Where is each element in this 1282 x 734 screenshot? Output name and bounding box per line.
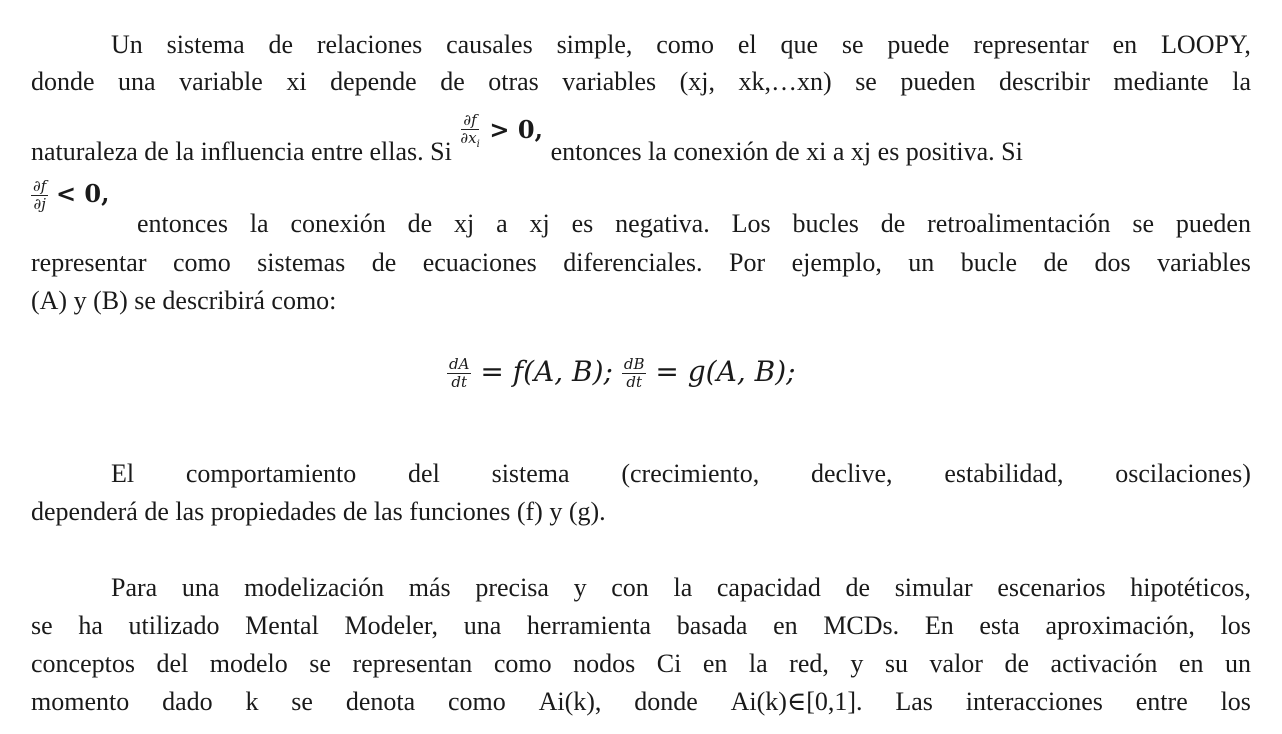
word: Ai(k), bbox=[538, 687, 602, 716]
word: herramienta bbox=[526, 611, 652, 640]
word: simular bbox=[894, 573, 973, 602]
word: variable bbox=[179, 67, 263, 96]
word: donde bbox=[31, 67, 95, 96]
word: representar bbox=[31, 248, 147, 277]
word: en bbox=[1178, 649, 1204, 678]
word: En bbox=[924, 611, 954, 640]
word: Mental bbox=[245, 611, 319, 640]
word: (xj, bbox=[679, 67, 716, 96]
word: red, bbox=[789, 649, 829, 678]
word: el bbox=[737, 30, 757, 59]
word: como bbox=[493, 649, 552, 678]
word: de bbox=[1004, 649, 1030, 678]
word: de bbox=[407, 209, 433, 238]
word: xk,…xn) bbox=[738, 67, 832, 96]
fraction-numerator: dA bbox=[449, 354, 470, 373]
p1-line-3-text-after: entonces la conexión de xi a xj es positiva. Si bbox=[550, 136, 1023, 166]
word: se bbox=[841, 30, 864, 59]
word: (crecimiento, bbox=[621, 459, 760, 488]
fraction-denominator: dt bbox=[451, 372, 468, 391]
word: oscilaciones) bbox=[1115, 459, 1251, 488]
word: una bbox=[463, 611, 502, 640]
word: relaciones bbox=[316, 30, 423, 59]
word: del bbox=[156, 649, 189, 678]
word: es bbox=[571, 209, 594, 238]
word: puede bbox=[887, 30, 950, 59]
word: se bbox=[309, 649, 331, 678]
word: sistema bbox=[491, 459, 570, 488]
word: los bbox=[1220, 611, 1251, 640]
word: hipotéticos, bbox=[1130, 573, 1251, 602]
word: se bbox=[855, 67, 877, 96]
word: una bbox=[181, 573, 220, 602]
word: precisa bbox=[475, 573, 549, 602]
word: se bbox=[1132, 209, 1155, 238]
word: simple, bbox=[556, 30, 633, 59]
fraction-denominator: dt bbox=[626, 372, 642, 391]
word: pueden bbox=[1175, 209, 1251, 238]
word: se bbox=[291, 687, 313, 716]
word: mediante bbox=[1113, 67, 1209, 96]
word: sistema bbox=[166, 30, 245, 59]
word: xj bbox=[454, 209, 475, 238]
word: modelo bbox=[209, 649, 288, 678]
formula-denominator-subscript: i bbox=[476, 138, 480, 150]
word: ha bbox=[78, 611, 103, 640]
formula-relation: < 0, bbox=[55, 179, 110, 208]
word: esta bbox=[979, 611, 1020, 640]
p1-line-6 bbox=[31, 247, 1251, 279]
fraction-numerator: dB bbox=[623, 354, 645, 373]
word: los bbox=[1220, 687, 1251, 716]
p1-line-3-text-before: naturaleza de la influencia entre ellas. Si bbox=[31, 136, 452, 166]
word: El bbox=[111, 459, 135, 488]
word: bucle bbox=[960, 248, 1018, 277]
word: la bbox=[1232, 67, 1251, 96]
word: depende bbox=[330, 67, 417, 96]
word: de bbox=[845, 573, 871, 602]
formula-denominator: ∂x bbox=[460, 128, 477, 147]
word: retroalimentación bbox=[927, 209, 1111, 238]
word: momento bbox=[31, 687, 130, 716]
p1-line-1 bbox=[111, 29, 1251, 61]
p1-line-3 bbox=[31, 111, 1251, 172]
word: MCDs. bbox=[823, 611, 900, 640]
p1-line-2 bbox=[31, 66, 1251, 98]
word: como bbox=[447, 687, 506, 716]
word: bucles bbox=[792, 209, 859, 238]
p2-line-1 bbox=[111, 458, 1251, 490]
word: la bbox=[673, 573, 693, 602]
word: Para bbox=[111, 573, 158, 602]
word: xi bbox=[286, 67, 307, 96]
word: representan bbox=[352, 649, 473, 678]
word: valor bbox=[929, 649, 983, 678]
word: de bbox=[371, 248, 397, 277]
word: aproximación, bbox=[1045, 611, 1195, 640]
word: una bbox=[118, 67, 156, 96]
word: un bbox=[1224, 649, 1251, 678]
word: estabilidad, bbox=[944, 459, 1064, 488]
word: Modeler, bbox=[344, 611, 439, 640]
word: interacciones bbox=[965, 687, 1103, 716]
word: basada bbox=[676, 611, 748, 640]
word: en bbox=[773, 611, 798, 640]
word: y bbox=[573, 573, 587, 602]
word: diferenciales. bbox=[563, 248, 703, 277]
word: y bbox=[850, 649, 864, 678]
word: Las bbox=[895, 687, 933, 716]
word: dos bbox=[1094, 248, 1131, 277]
word: modelización bbox=[244, 573, 385, 602]
word: Ai(k)∈[0,1]. bbox=[730, 687, 863, 716]
word: activación bbox=[1050, 649, 1158, 678]
word: sistemas bbox=[257, 248, 346, 277]
inline-formula-negative bbox=[31, 178, 1251, 212]
word: donde bbox=[634, 687, 698, 716]
word: como bbox=[172, 248, 231, 277]
inline-formula-positive bbox=[458, 111, 550, 150]
word: Por bbox=[728, 248, 766, 277]
word: con bbox=[611, 573, 649, 602]
word: describir bbox=[998, 67, 1090, 96]
word: de bbox=[880, 209, 906, 238]
word: del bbox=[408, 459, 440, 488]
differential-equation bbox=[447, 355, 796, 390]
word: dado bbox=[162, 687, 213, 716]
word: pueden bbox=[900, 67, 976, 96]
word: Un bbox=[111, 30, 143, 59]
formula-numerator: ∂f bbox=[463, 111, 477, 129]
word: se bbox=[31, 611, 53, 640]
p1-line-7: (A) y (B) se describirá como: bbox=[31, 286, 337, 315]
formula-denominator: ∂j bbox=[33, 194, 46, 213]
word: variables bbox=[562, 67, 657, 96]
word: escenarios bbox=[997, 573, 1106, 602]
word: variables bbox=[1157, 248, 1251, 277]
word: de bbox=[1043, 248, 1069, 277]
formula-relation: > 0, bbox=[489, 114, 543, 144]
word: entonces bbox=[137, 209, 228, 238]
word: declive, bbox=[810, 459, 893, 488]
word: otras bbox=[488, 67, 539, 96]
word: de bbox=[268, 30, 294, 59]
word: utilizado bbox=[128, 611, 220, 640]
word: capacidad bbox=[716, 573, 821, 602]
word: que bbox=[780, 30, 819, 59]
word: en bbox=[1112, 30, 1138, 59]
word: nodos bbox=[573, 649, 636, 678]
word: un bbox=[908, 248, 935, 277]
word: negativa. bbox=[615, 209, 710, 238]
word: como bbox=[656, 30, 715, 59]
word: en bbox=[702, 649, 728, 678]
p2-line-2: dependerá de las propiedades de las funciones (f) y (g). bbox=[31, 497, 606, 526]
word: entre bbox=[1135, 687, 1188, 716]
word: causales bbox=[446, 30, 533, 59]
word: conexión bbox=[290, 209, 386, 238]
p3-line-1 bbox=[111, 572, 1251, 604]
word: xj bbox=[529, 209, 550, 238]
p3-line-3 bbox=[31, 648, 1251, 680]
word: comportamiento bbox=[185, 459, 357, 488]
word: ejemplo, bbox=[791, 248, 882, 277]
word: Los bbox=[731, 209, 771, 238]
word: denota bbox=[345, 687, 416, 716]
word: k bbox=[245, 687, 259, 716]
p3-line-2 bbox=[31, 610, 1251, 642]
word: Ci bbox=[656, 649, 682, 678]
word: su bbox=[884, 649, 909, 678]
word: conceptos bbox=[31, 649, 135, 678]
word: LOOPY, bbox=[1161, 30, 1251, 59]
word: la bbox=[249, 209, 269, 238]
p1-line-5 bbox=[137, 208, 1251, 240]
equation-part: = g(A, B); bbox=[655, 355, 796, 388]
word: ecuaciones bbox=[422, 248, 537, 277]
formula-numerator: ∂f bbox=[33, 176, 47, 195]
word: a bbox=[496, 209, 508, 238]
p3-line-4 bbox=[31, 686, 1251, 718]
word: más bbox=[408, 573, 451, 602]
word: de bbox=[440, 67, 465, 96]
word: representar bbox=[973, 30, 1089, 59]
word: la bbox=[748, 649, 768, 678]
equation-part: = f(A, B); bbox=[480, 355, 613, 388]
